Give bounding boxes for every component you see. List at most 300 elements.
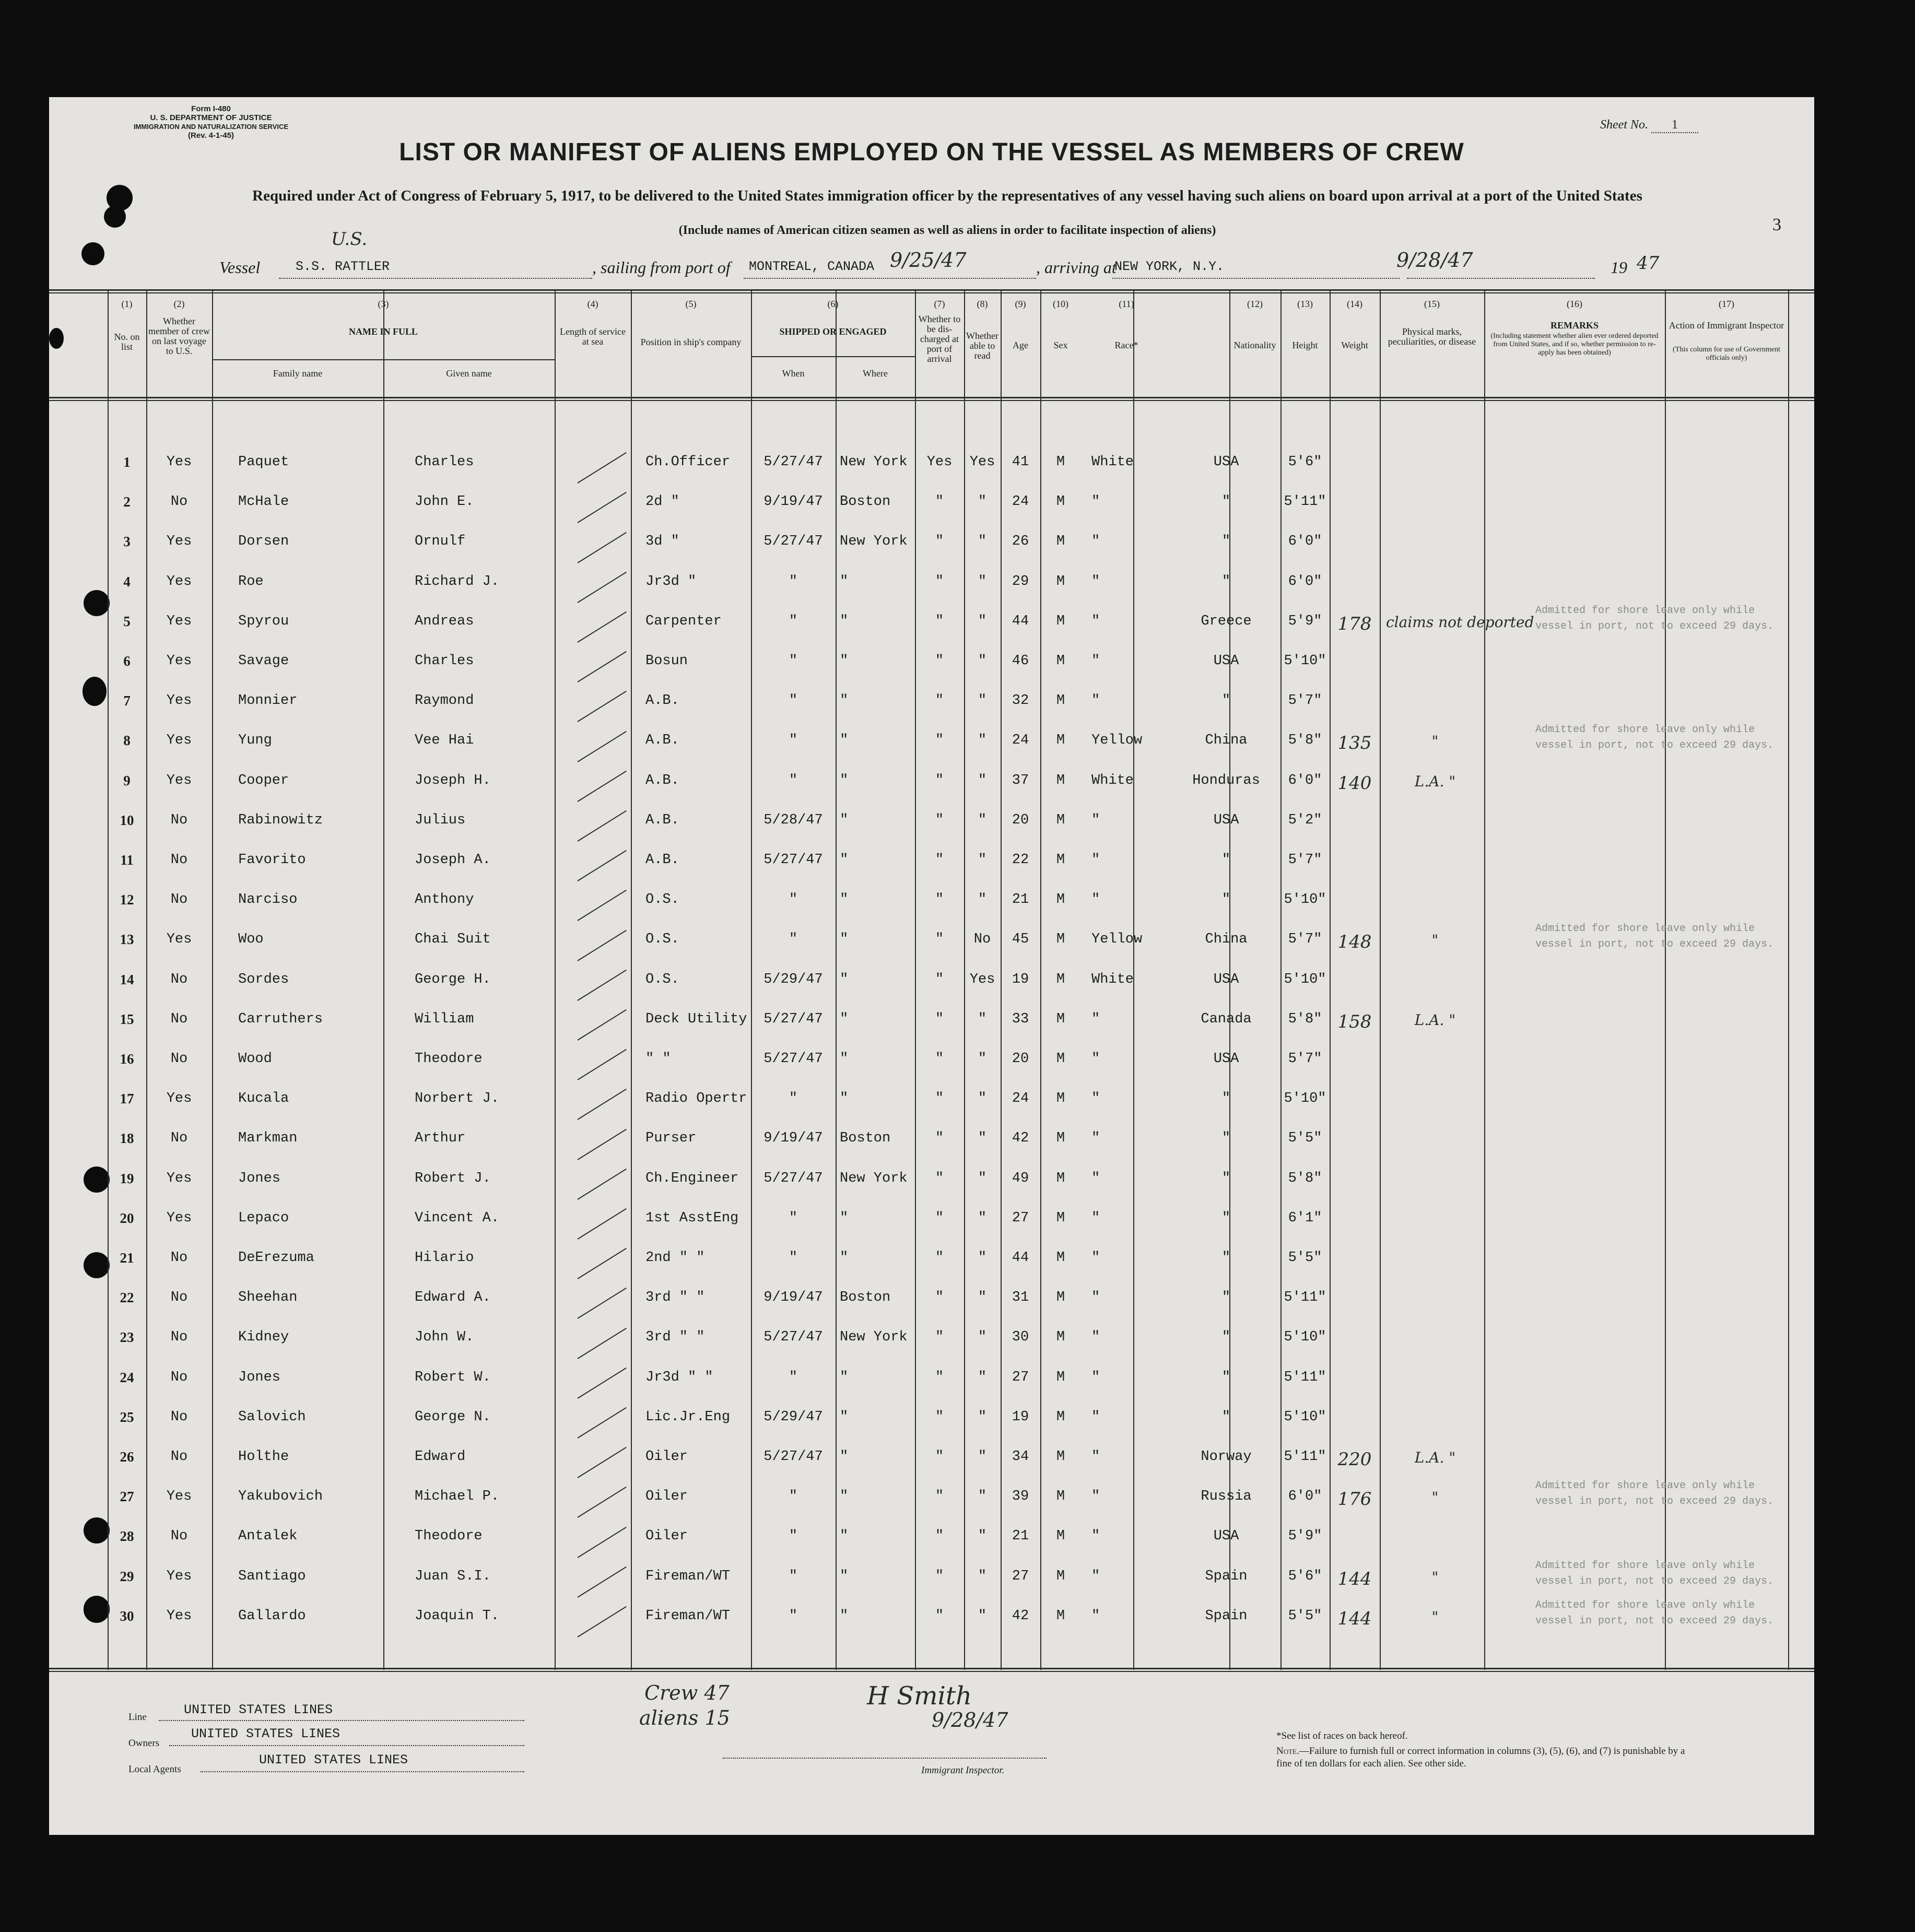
cell-height: 5'7" bbox=[1288, 693, 1322, 709]
cell-age: 21 bbox=[1012, 892, 1029, 908]
cell-family: Sheehan bbox=[238, 1290, 298, 1306]
cell-disch: " bbox=[935, 932, 944, 948]
cell-given: George N. bbox=[415, 1409, 491, 1425]
cell-height: 5'10" bbox=[1284, 1409, 1326, 1425]
table-bottom-rule bbox=[49, 1668, 1814, 1669]
cell-prev: No bbox=[170, 1329, 188, 1346]
check-mark bbox=[577, 1009, 626, 1041]
check-mark bbox=[577, 1248, 626, 1279]
cell-disch: " bbox=[935, 613, 944, 629]
cell-family: Carruthers bbox=[238, 1011, 323, 1027]
cell-disch: " bbox=[935, 772, 944, 788]
cell-weight: 144 bbox=[1337, 1568, 1372, 1589]
cell-sex: M bbox=[1056, 1210, 1065, 1226]
cell-height: 5'11" bbox=[1284, 1449, 1326, 1465]
column-header-sex: Sex bbox=[1053, 340, 1068, 350]
cell-disch: " bbox=[935, 1250, 944, 1266]
form-number: Form I-480 bbox=[191, 104, 231, 113]
cell-family: Antalek bbox=[238, 1528, 298, 1545]
cell-where: " bbox=[840, 733, 849, 749]
cell-race: " bbox=[1091, 1011, 1100, 1027]
page-subtitle: Required under Act of Congress of February 5, 1917, to be delivered to the United States immigration officer by the representatives of any vessel having such aliens on board upon arrival at a port of the United States bbox=[252, 187, 1642, 204]
column-header-race: Race* bbox=[1114, 340, 1138, 350]
cell-nat: " bbox=[1221, 1210, 1231, 1226]
cell-position: 3rd " " bbox=[645, 1329, 705, 1346]
cell-given: Charles bbox=[415, 653, 474, 669]
table-row bbox=[49, 1480, 1814, 1524]
cell-position: Deck Utility bbox=[645, 1011, 747, 1027]
column-header-read: Whether able to read bbox=[966, 331, 998, 361]
column-number: (11) bbox=[1119, 299, 1134, 309]
cell-sex: M bbox=[1056, 1369, 1065, 1385]
column-number: (6) bbox=[827, 299, 839, 309]
cell-where: " bbox=[840, 573, 849, 590]
cell-no: 13 bbox=[120, 932, 134, 948]
owners-label: Owners bbox=[128, 1738, 160, 1749]
cell-where: " bbox=[840, 1568, 849, 1584]
cell-age: 24 bbox=[1012, 1091, 1029, 1107]
column-header-marks: Physical marks, peculiarities, or disease bbox=[1388, 326, 1476, 347]
cell-height: 5'8" bbox=[1288, 1011, 1322, 1027]
table-row bbox=[49, 1599, 1814, 1644]
cell-given: Julius bbox=[415, 812, 466, 828]
cell-no: 21 bbox=[120, 1250, 134, 1266]
cell-disch: " bbox=[935, 1449, 944, 1465]
column-number: (4) bbox=[587, 299, 598, 309]
cell-disch: " bbox=[935, 852, 944, 868]
column-number: (15) bbox=[1424, 299, 1440, 309]
cell-sex: M bbox=[1056, 494, 1065, 510]
cell-where: " bbox=[840, 1608, 849, 1624]
cell-sex: M bbox=[1056, 772, 1065, 788]
check-mark bbox=[577, 1566, 626, 1598]
aliens-count-note: aliens 15 bbox=[639, 1706, 730, 1729]
cell-where: " bbox=[840, 1528, 849, 1545]
cell-where: " bbox=[840, 653, 849, 669]
table-row bbox=[49, 450, 1814, 490]
cell-sex: M bbox=[1056, 534, 1065, 550]
cell-read: " bbox=[978, 1210, 987, 1226]
cell-disch: " bbox=[935, 1051, 944, 1067]
column-header-family-name: Family name bbox=[273, 368, 323, 379]
cell-given: Andreas bbox=[415, 613, 474, 629]
inspector-underline bbox=[723, 1758, 1047, 1759]
remarks-stamp: Admitted for shore leave only while vessel in port, not to exceed 29 days. bbox=[1535, 724, 1774, 752]
cell-weight: 220 bbox=[1337, 1449, 1372, 1470]
cell-race: " bbox=[1091, 1091, 1100, 1107]
cell-read: " bbox=[978, 892, 987, 908]
cell-prev: No bbox=[170, 1290, 188, 1306]
cell-marks: L.A. " bbox=[1414, 1011, 1456, 1029]
column-header-when: When bbox=[782, 368, 805, 379]
cell-sex: M bbox=[1056, 1290, 1065, 1306]
cell-given: Hilario bbox=[415, 1250, 474, 1266]
cell-given: Arthur bbox=[415, 1130, 466, 1147]
year-label: 19 bbox=[1611, 258, 1627, 277]
cell-disch: " bbox=[935, 1528, 944, 1545]
cell-when: " bbox=[789, 1369, 798, 1385]
cell-read: " bbox=[978, 1528, 987, 1545]
cell-no: 6 bbox=[123, 653, 131, 669]
cell-nat: " bbox=[1221, 892, 1231, 908]
cell-when: 5/29/47 bbox=[763, 971, 823, 987]
cell-when: " bbox=[789, 892, 798, 908]
table-row bbox=[49, 1365, 1814, 1405]
cell-read: " bbox=[978, 693, 987, 709]
cell-family: Holthe bbox=[238, 1449, 289, 1465]
cell-family: Rabinowitz bbox=[238, 812, 323, 828]
cell-where: " bbox=[840, 1011, 849, 1027]
cell-height: 5'11" bbox=[1284, 1290, 1326, 1306]
cell-where: Boston bbox=[840, 494, 891, 510]
header-bottom-rule bbox=[49, 397, 1814, 398]
cell-when: 9/19/47 bbox=[763, 1130, 823, 1147]
cell-disch: " bbox=[935, 1011, 944, 1027]
cell-age: 30 bbox=[1012, 1329, 1029, 1346]
check-mark bbox=[577, 890, 626, 921]
cell-sex: M bbox=[1056, 454, 1065, 470]
table-row bbox=[49, 1206, 1814, 1246]
cell-position: 1st AsstEng bbox=[645, 1210, 739, 1226]
table-row bbox=[49, 1246, 1814, 1286]
cell-disch: " bbox=[935, 1329, 944, 1346]
cell-sex: M bbox=[1056, 971, 1065, 987]
cell-disch: " bbox=[935, 534, 944, 550]
cell-race: " bbox=[1091, 494, 1100, 510]
cell-height: 5'5" bbox=[1288, 1130, 1322, 1147]
cell-given: Joaquin T. bbox=[415, 1608, 500, 1624]
cell-given: Richard J. bbox=[415, 573, 500, 590]
cell-age: 44 bbox=[1012, 613, 1029, 629]
cell-age: 26 bbox=[1012, 534, 1029, 550]
cell-where: " bbox=[840, 1051, 849, 1067]
table-row bbox=[49, 1007, 1814, 1047]
cell-when: " bbox=[789, 1608, 798, 1624]
cell-position: " " bbox=[645, 1051, 671, 1067]
column-header-nationality: Nationality bbox=[1233, 340, 1276, 350]
cell-disch: " bbox=[935, 812, 944, 828]
cell-disch: " bbox=[935, 494, 944, 510]
cell-age: 27 bbox=[1012, 1210, 1029, 1226]
agents-label: Local Agents bbox=[128, 1764, 181, 1775]
cell-when: 9/19/47 bbox=[763, 494, 823, 510]
cell-no: 25 bbox=[120, 1409, 134, 1425]
check-mark bbox=[577, 1487, 626, 1518]
signature-date: 9/28/47 bbox=[932, 1709, 1008, 1731]
cell-height: 5'10" bbox=[1284, 653, 1326, 669]
cell-read: " bbox=[978, 1449, 987, 1465]
table-row bbox=[49, 1325, 1814, 1365]
cell-where: New York bbox=[840, 454, 908, 470]
cell-age: 32 bbox=[1012, 693, 1029, 709]
cell-where: Boston bbox=[840, 1130, 891, 1147]
cell-nat: " bbox=[1221, 1409, 1231, 1425]
table-row bbox=[49, 649, 1814, 689]
cell-height: 5'10" bbox=[1284, 1329, 1326, 1346]
cell-disch: " bbox=[935, 653, 944, 669]
cell-position: Ch.Engineer bbox=[645, 1170, 739, 1186]
cell-no: 19 bbox=[120, 1170, 134, 1186]
cell-age: 31 bbox=[1012, 1290, 1029, 1306]
cell-where: Boston bbox=[840, 1290, 891, 1306]
cell-position: 3rd " " bbox=[645, 1290, 705, 1306]
cell-when: 9/19/47 bbox=[763, 1290, 823, 1306]
cell-sex: M bbox=[1056, 1051, 1065, 1067]
cell-sex: M bbox=[1056, 1011, 1065, 1027]
column-number: (2) bbox=[173, 299, 185, 309]
cell-sex: M bbox=[1056, 733, 1065, 749]
cell-family: Markman bbox=[238, 1130, 298, 1147]
cell-disch: " bbox=[935, 1409, 944, 1425]
column-header-no-on-list: No. on list bbox=[114, 332, 140, 352]
cell-race: " bbox=[1091, 812, 1100, 828]
check-mark bbox=[577, 611, 626, 643]
cell-no: 26 bbox=[120, 1449, 134, 1465]
cell-no: 12 bbox=[120, 892, 134, 908]
cell-nat: " bbox=[1221, 1091, 1231, 1107]
inspector-signature: H Smith bbox=[867, 1681, 972, 1711]
cell-nat: Greece bbox=[1201, 613, 1252, 629]
check-mark bbox=[577, 691, 626, 722]
cell-no: 4 bbox=[123, 573, 131, 590]
cell-marks: " bbox=[1431, 733, 1439, 750]
cell-position: Ch.Officer bbox=[645, 454, 731, 470]
cell-position: Purser bbox=[645, 1130, 697, 1147]
cell-when: 5/27/47 bbox=[763, 1449, 823, 1465]
cell-prev: No bbox=[170, 892, 188, 908]
cell-family: Yung bbox=[238, 733, 272, 749]
cell-position: Fireman/WT bbox=[645, 1608, 731, 1624]
column-number: (12) bbox=[1247, 299, 1263, 309]
cell-nat: " bbox=[1221, 573, 1231, 590]
cell-position: O.S. bbox=[645, 892, 679, 908]
column-header-remarks: REMARKS bbox=[1550, 320, 1599, 331]
cell-when: " bbox=[789, 1568, 798, 1584]
cell-nat: " bbox=[1221, 494, 1231, 510]
cell-read: " bbox=[978, 812, 987, 828]
cell-prev: No bbox=[170, 852, 188, 868]
cell-no: 23 bbox=[120, 1329, 134, 1346]
cell-read: " bbox=[978, 1290, 987, 1306]
check-mark bbox=[577, 929, 626, 961]
cell-given: Robert W. bbox=[415, 1369, 491, 1385]
cell-position: Lic.Jr.Eng bbox=[645, 1409, 731, 1425]
cell-prev: No bbox=[170, 1369, 188, 1385]
cell-sex: M bbox=[1056, 653, 1065, 669]
cell-given: Robert J. bbox=[415, 1170, 491, 1186]
cell-no: 3 bbox=[123, 534, 131, 550]
cell-when: " bbox=[789, 693, 798, 709]
cell-given: Anthony bbox=[415, 892, 474, 908]
check-mark bbox=[577, 1049, 626, 1080]
cell-height: 5'7" bbox=[1288, 852, 1322, 868]
check-mark bbox=[577, 572, 626, 603]
cell-height: 5'5" bbox=[1288, 1608, 1322, 1624]
cell-height: 5'6" bbox=[1288, 454, 1322, 470]
cell-position: Carpenter bbox=[645, 613, 722, 629]
cell-marks: L.A. " bbox=[1414, 1449, 1456, 1466]
cell-nat: " bbox=[1221, 1329, 1231, 1346]
cell-given: Chai Suit bbox=[415, 932, 491, 948]
column-number: (17) bbox=[1719, 299, 1734, 309]
cell-weight: 135 bbox=[1337, 733, 1372, 754]
table-row bbox=[49, 1087, 1814, 1126]
check-mark bbox=[577, 1169, 626, 1200]
arrival-date: 9/28/47 bbox=[1396, 249, 1473, 272]
cell-nat: " bbox=[1221, 693, 1231, 709]
cell-given: Edward A. bbox=[415, 1290, 491, 1306]
cell-age: 39 bbox=[1012, 1489, 1029, 1505]
cell-sex: M bbox=[1056, 1489, 1065, 1505]
check-mark bbox=[577, 850, 626, 881]
cell-no: 9 bbox=[123, 772, 131, 788]
races-note: *See list of races on back hereof. bbox=[1276, 1730, 1408, 1741]
cell-where: " bbox=[840, 1210, 849, 1226]
cell-given: John W. bbox=[415, 1329, 474, 1346]
cell-height: 5'9" bbox=[1288, 1528, 1322, 1545]
cell-prev: Yes bbox=[166, 653, 192, 669]
line-label: Line bbox=[128, 1712, 147, 1723]
cell-no: 24 bbox=[120, 1369, 134, 1385]
cell-position: A.B. bbox=[645, 812, 679, 828]
cell-position: Oiler bbox=[645, 1528, 688, 1545]
cell-race: Yellow bbox=[1091, 733, 1143, 749]
column-number: (9) bbox=[1015, 299, 1026, 309]
crew-count-note: Crew 47 bbox=[644, 1681, 730, 1704]
cell-where: " bbox=[840, 613, 849, 629]
cell-given: Raymond bbox=[415, 693, 474, 709]
cell-where: " bbox=[840, 1091, 849, 1107]
cell-given: William bbox=[415, 1011, 474, 1027]
column-header-given-name: Given name bbox=[446, 368, 492, 379]
cell-height: 5'10" bbox=[1284, 892, 1326, 908]
sheet-number-label: Sheet No. bbox=[1600, 118, 1648, 132]
column-header-age: Age bbox=[1013, 340, 1028, 350]
cell-given: Ornulf bbox=[415, 534, 466, 550]
column-header-where: Where bbox=[863, 368, 888, 379]
cell-no: 16 bbox=[120, 1051, 134, 1067]
cell-marks: " bbox=[1431, 1568, 1439, 1586]
cell-race: " bbox=[1091, 1369, 1100, 1385]
crew-table bbox=[49, 97, 1814, 1835]
column-header-weight: Weight bbox=[1341, 340, 1368, 350]
table-top-rule-2 bbox=[49, 292, 1814, 293]
column-number: (14) bbox=[1347, 299, 1362, 309]
cell-prev: Yes bbox=[166, 454, 192, 470]
cell-where: " bbox=[840, 852, 849, 868]
agents-underline bbox=[201, 1771, 524, 1772]
cell-when: " bbox=[789, 653, 798, 669]
cell-nat: Honduras bbox=[1192, 772, 1260, 788]
cell-no: 22 bbox=[120, 1290, 134, 1306]
cell-no: 1 bbox=[123, 454, 131, 470]
inspector-label: Immigrant Inspector. bbox=[921, 1765, 1005, 1776]
cell-family: Favorito bbox=[238, 852, 306, 868]
cell-no: 28 bbox=[120, 1528, 134, 1545]
check-mark bbox=[577, 810, 626, 842]
cell-race: " bbox=[1091, 1210, 1100, 1226]
cell-family: Yakubovich bbox=[238, 1489, 323, 1505]
cell-height: 5'9" bbox=[1288, 613, 1322, 629]
check-mark bbox=[577, 1089, 626, 1120]
column-header-action-sub: (This column for use of Government officials only) bbox=[1673, 346, 1780, 362]
cell-read: " bbox=[978, 1130, 987, 1147]
cell-where: " bbox=[840, 971, 849, 987]
cell-no: 7 bbox=[123, 693, 131, 709]
cell-read: " bbox=[978, 1409, 987, 1425]
cell-when: " bbox=[789, 573, 798, 590]
cell-race: White bbox=[1091, 772, 1134, 788]
cell-height: 6'0" bbox=[1288, 772, 1322, 788]
line-underline bbox=[159, 1720, 524, 1721]
table-row bbox=[49, 923, 1814, 967]
cell-age: 20 bbox=[1012, 812, 1029, 828]
cell-given: George H. bbox=[415, 971, 491, 987]
cell-sex: M bbox=[1056, 1409, 1065, 1425]
table-row bbox=[49, 1126, 1814, 1166]
cell-read: " bbox=[978, 573, 987, 590]
cell-nat: " bbox=[1221, 1130, 1231, 1147]
column-header-name-in-full: NAME IN FULL bbox=[348, 326, 418, 337]
cell-disch: " bbox=[935, 1130, 944, 1147]
cell-where: " bbox=[840, 1369, 849, 1385]
column-header-height: Height bbox=[1292, 340, 1318, 350]
cell-race: " bbox=[1091, 1608, 1100, 1624]
cell-read: " bbox=[978, 1489, 987, 1505]
cell-disch: " bbox=[935, 1210, 944, 1226]
column-header-length-service: Length of service at sea bbox=[560, 326, 626, 347]
cell-read: " bbox=[978, 1091, 987, 1107]
cell-height: 6'1" bbox=[1288, 1210, 1322, 1226]
cell-age: 22 bbox=[1012, 852, 1029, 868]
cell-given: John E. bbox=[415, 494, 474, 510]
form-service: IMMIGRATION AND NATURALIZATION SERVICE bbox=[133, 123, 289, 131]
cell-family: Savage bbox=[238, 653, 289, 669]
table-row bbox=[49, 724, 1814, 768]
cell-no: 30 bbox=[120, 1608, 134, 1624]
vessel-name: S.S. RATTLER bbox=[296, 259, 390, 274]
cell-family: Spyrou bbox=[238, 613, 289, 629]
cell-when: " bbox=[789, 613, 798, 629]
column-header-action: Action of Immigrant Inspector bbox=[1669, 320, 1784, 331]
cell-race: White bbox=[1091, 971, 1134, 987]
column-number: (7) bbox=[934, 299, 945, 309]
cell-family: Wood bbox=[238, 1051, 272, 1067]
cell-position: 3d " bbox=[645, 534, 679, 550]
cell-sex: M bbox=[1056, 1528, 1065, 1545]
cell-sex: M bbox=[1056, 932, 1065, 948]
cell-given: Vincent A. bbox=[415, 1210, 500, 1226]
remarks-stamp: Admitted for shore leave only while vessel in port, not to exceed 29 days. bbox=[1535, 1480, 1774, 1508]
cell-given: Theodore bbox=[415, 1051, 483, 1067]
cell-nat: Spain bbox=[1205, 1608, 1248, 1624]
cell-no: 8 bbox=[123, 733, 131, 749]
cell-when: 5/29/47 bbox=[763, 1409, 823, 1425]
cell-nat: China bbox=[1205, 733, 1248, 749]
arriving-label: , arriving at bbox=[1036, 258, 1117, 277]
cell-when: 5/27/47 bbox=[763, 1011, 823, 1027]
cell-given: Michael P. bbox=[415, 1489, 500, 1505]
cell-when: " bbox=[789, 1489, 798, 1505]
cell-prev: Yes bbox=[166, 1210, 192, 1226]
cell-prev: Yes bbox=[166, 932, 192, 948]
cell-prev: No bbox=[170, 1011, 188, 1027]
check-mark bbox=[577, 1526, 626, 1558]
cell-race: " bbox=[1091, 1489, 1100, 1505]
cell-height: 5'10" bbox=[1284, 971, 1326, 987]
cell-weight: 148 bbox=[1337, 932, 1372, 953]
column-header-shipped: SHIPPED OR ENGAGED bbox=[779, 326, 887, 337]
